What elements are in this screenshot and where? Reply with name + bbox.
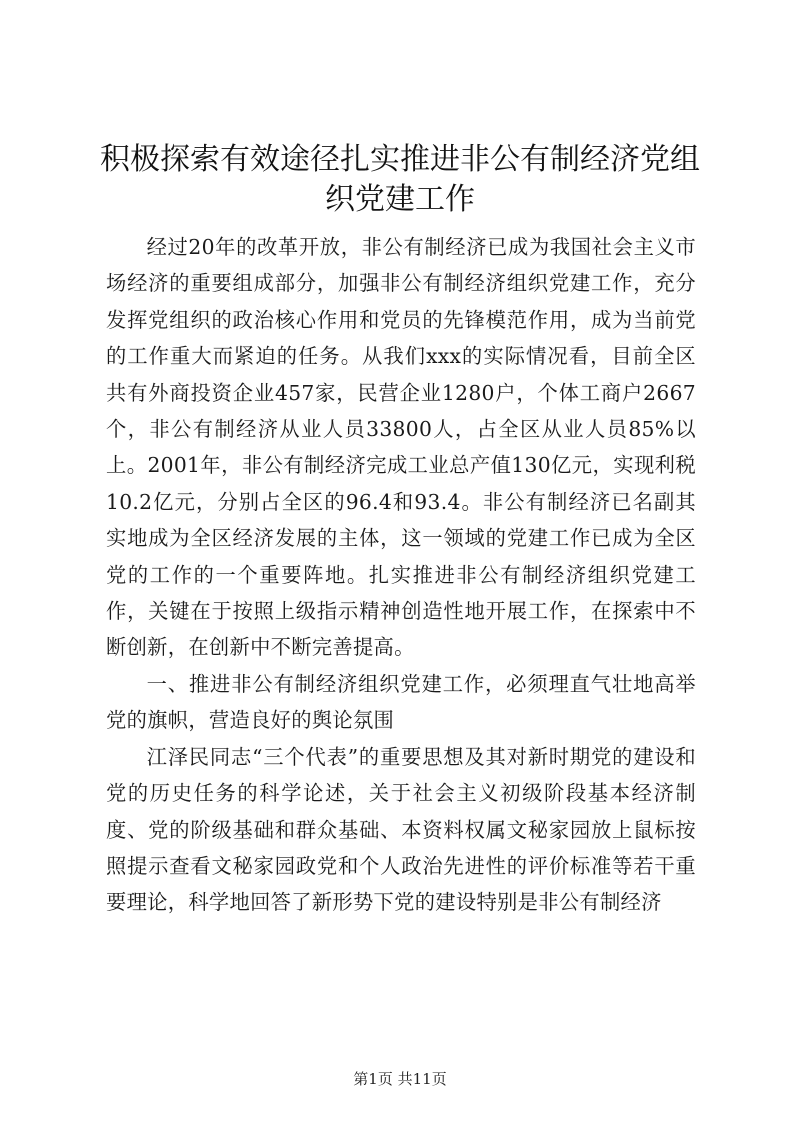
page-number-footer: 第1页 共11页	[353, 1070, 447, 1088]
document-body	[106, 229, 696, 921]
section-heading-1: 一、推进非公有制经济组织党建工作，必须理直气壮地高举党的旗帜，营造良好的舆论氛围	[106, 671, 696, 733]
paragraph-section-1: 江泽民同志“三个代表”的重要思想及其对新时期党的建设和党的历史任务的科学论述，关于社会主义初级阶段基本经济制度、党的阶级基础和群众基础、本资料权属文秘家园放上鼠标按照提示查看文秘家园政党和个人政治先进性的评价标准等若干重要理论，科学地回答了新形势下党的建设特别是非公有制经济	[106, 744, 696, 915]
document-title: 积极探索有效途径扎实推进非公有制经济党组织党建工作	[100, 142, 700, 217]
paragraph-intro: 经过20年的改革开放，非公有制经济已成为我国社会主义市场经济的重要组成部分，加强非公有制经济组织党建工作，充分发挥党组织的政治核心作用和党员的先锋模范作用，成为当前党的工作重大而紧迫的任务。从我们xxx的实际情况看，目前全区共有外商投资企业457家，民营企业1280户，个体工商户2667个，非公有制经济从业人员33800人，占全区从业人员85%以上。2001年，非公有制经济完成工业总产值130亿元，实现利税10.2亿元，分别占全区的96.4和93.4。非公有制经济已名副其实地成为全区经济发展的主体，这一领域的党建工作已成为全区党的工作的一个重要阵地。扎实推进非公有制经济组织党建工作，关键在于按照上级指示精神创造性地开展工作，在探索中不断创新，在创新中不断完善提高。	[106, 235, 696, 660]
